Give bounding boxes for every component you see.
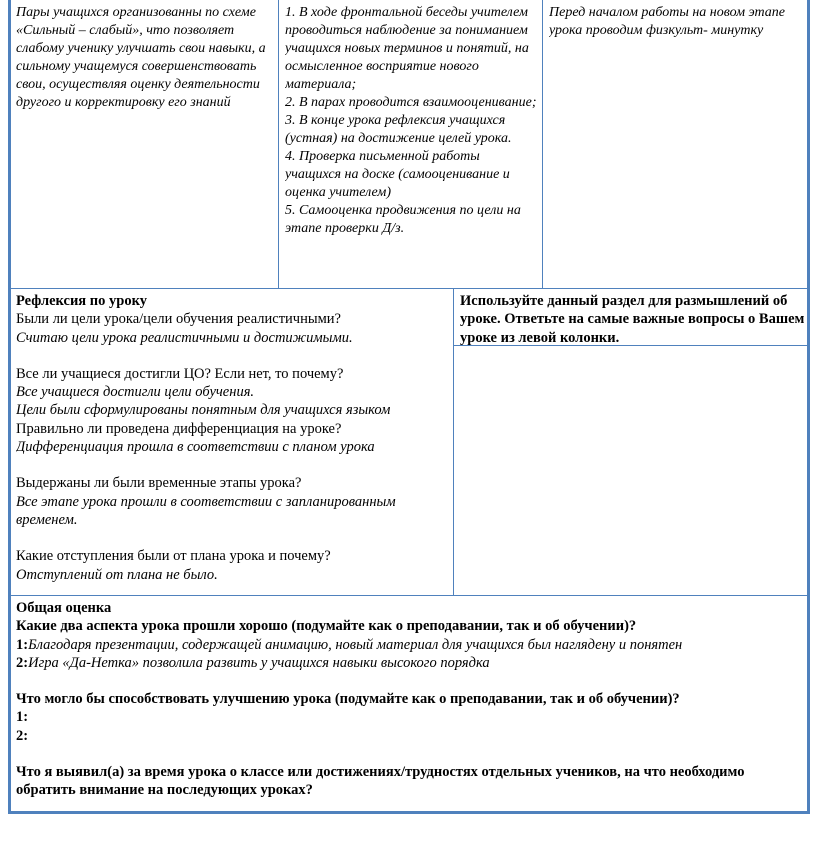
improvement-1: 1: (16, 709, 29, 726)
reflection-answer-2b: Цели были сформулированы понятным для учащихся языком (16, 402, 391, 419)
reflection-answer-4: Все этапе урока прошли в соответствии с запланированным временем. (16, 493, 396, 528)
reflection-question-2: Все ли учащиеся достигли ЦО? Если нет, то почему? (16, 365, 344, 382)
reflection-note-cell (460, 292, 805, 347)
divider-top-2 (542, 0, 543, 288)
divider-row-2 (8, 595, 810, 596)
assessment-item-2: 2. В парах проводится взаимооценивание; (285, 95, 537, 110)
overall-question-3: Что я выявил(а) за время урока о классе или достижениях/трудностях отдельных учеников, на что необходимо обратить внимание на последующих уроках? (16, 764, 745, 799)
overall-answer-1: Благодаря презентации, содержащей анимацию, новый материал для учащихся был наглядену и понятен (28, 636, 683, 653)
improvement-2: 2: (16, 727, 29, 744)
reflection-question-4: Выдержаны ли были временные этапы урока? (16, 475, 302, 492)
overall-number-1: 1: (16, 636, 29, 653)
health-text: Перед началом работы на новом этапе урока проводим физкульт- минутку (549, 5, 786, 38)
overall-question-1: Какие два аспекта урока прошли хорошо (подумайте как о преподавании, так и об обучении)? (16, 618, 637, 635)
reflection-answer-2a: Все учащиеся достигли цели обучения. (16, 384, 255, 401)
reflection-question-5: Какие отступления были от плана урока и почему? (16, 548, 331, 565)
reflection-answer-1: Считаю цели урока реалистичными и достижимыми. (16, 329, 353, 346)
assessment-cell (285, 4, 537, 238)
overall-number-2: 2: (16, 654, 29, 671)
overall-cell (16, 599, 806, 800)
overall-title: Общая оценка (16, 600, 112, 616)
pairs-cell (16, 4, 274, 112)
reflection-answer-3: Дифференциация прошла в соответствии с планом урока (16, 439, 375, 456)
assessment-item-3: 3. В конце урока рефлексия учащихся (устная) на достижение целей урока. (285, 113, 512, 146)
health-cell (549, 4, 804, 40)
overall-answer-2: Игра «Да-Нетка» позволила развить у учащихся навыки высокого порядка (28, 654, 490, 671)
divider-top-1 (278, 0, 279, 288)
assessment-item-4: 4. Проверка письменной работы учащихся на доске (самооценивание и оценка учителем) (285, 149, 510, 200)
assessment-item-1: 1. В ходе фронтальной беседы учителем проводиться наблюдение за пониманием учащихся новых терминов и понятий, на осмысленное восприятие нового материала; (285, 5, 529, 92)
reflection-note: Используйте данный раздел для размышлений об уроке. Ответьте на самые важные вопросы о Вашем уроке из левой колонки. (460, 293, 805, 346)
overall-question-2: Что могло бы способствовать улучшению урока (подумайте как о преподавании, так и об обучении)? (16, 691, 680, 708)
reflection-cell (16, 292, 450, 584)
divider-middle (453, 288, 454, 595)
assessment-item-5: 5. Самооценка продвижения по цели на этапе проверки Д/з. (285, 203, 521, 236)
reflection-answer-5: Отступлений от плана не было. (16, 566, 218, 583)
reflection-title: Рефлексия по уроку (16, 293, 147, 309)
divider-row-1 (8, 288, 810, 289)
reflection-question-1: Были ли цели урока/цели обучения реалистичными? (16, 311, 341, 328)
pairs-text: Пары учащихся организованны по схеме «Сильный – слабый», что позволяет слабому ученику улучшать свои навыки, а сильному учащемуся совершенствовать свои, осуществляя оценку деятельности другого и корректировку его знаний (16, 5, 266, 110)
reflection-question-3: Правильно ли проведена дифференциация на уроке? (16, 420, 342, 437)
